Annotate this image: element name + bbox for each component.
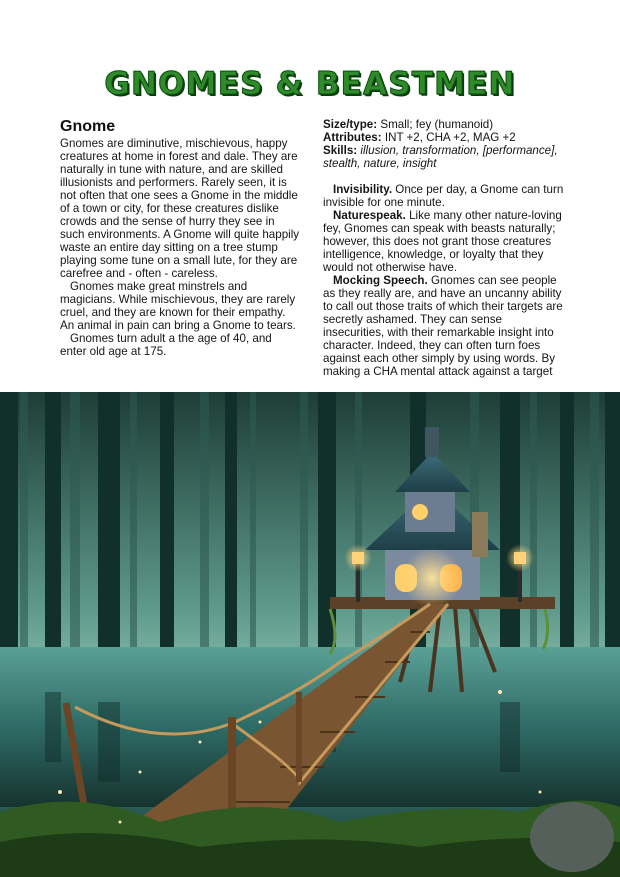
paragraph-age: Gnomes turn adult a the age of 40, and enter old age at 175. (60, 332, 272, 358)
stat-size (323, 118, 565, 131)
rock (530, 802, 614, 872)
stat-attributes (323, 131, 565, 144)
trait-invisibility (323, 183, 565, 209)
stat-attributes-value: INT +2, CHA +2, MAG +2 (384, 131, 516, 144)
trait-naturespeak (323, 209, 565, 274)
page-title: GNOMES & BEASTMEN (104, 66, 516, 102)
trait-name: Naturespeak. (333, 209, 406, 222)
stat-skills-label: Skills: (323, 144, 358, 157)
paragraph-minstrels: Gnomes make great minstrels and magicians. While mischievous, they are rarely cruel, and they are known for their empathy. An animal in pain can bring a Gnome to tears. (60, 280, 296, 332)
stat-skills (323, 144, 565, 170)
trait-text: Once per day, a Gnome can turn invisible for one minute. (323, 183, 564, 209)
forest-treehouse-illustration (0, 392, 620, 877)
stat-size-label: Size/type: (323, 118, 378, 131)
left-column (60, 118, 300, 358)
trait-name: Invisibility. (333, 183, 393, 196)
right-column (323, 118, 565, 378)
section-heading: Gnome (60, 118, 116, 135)
illustration-svg (0, 392, 620, 877)
trait-mocking-speech (323, 274, 565, 378)
stat-size-value: Small; fey (humanoid) (380, 118, 494, 131)
intro-paragraph: Gnomes are diminutive, mischievous, happy creatures at home in forest and dale. They are naturally in tune with nature, and are skilled illusionists and performers. Rarely seen, it is not often that one sees a Gnome in the middle of a town or city, for these creatures dislike crowds and the sense of hurry they see in such environments. A Gnome will quite happily waste an entire day sitting on a tree stump playing some tune on a small lute, for they are carefree and - often - careless. (60, 137, 300, 280)
trait-name: Mocking Speech. (333, 274, 428, 287)
trait-text: Like many other nature-loving fey, Gnomes can speak with beasts naturally; however, this does not grant those creatures intelligence, knowledge, or loyalty that they would not otherwise have. (323, 209, 562, 274)
trait-text: Gnomes can see people as they really are, and have an uncanny ability to call out those traits of which their targets are secretly ashamed. They can sense insecurities, with their remarkable insight into character. Indeed, they can often turn foes against each other simply by using words. By making a CHA mental attack against a target (323, 274, 563, 378)
stat-skills-value: illusion, transformation, [performance], stealth, nature, insight (323, 144, 558, 170)
stat-attributes-label: Attributes: (323, 131, 382, 144)
